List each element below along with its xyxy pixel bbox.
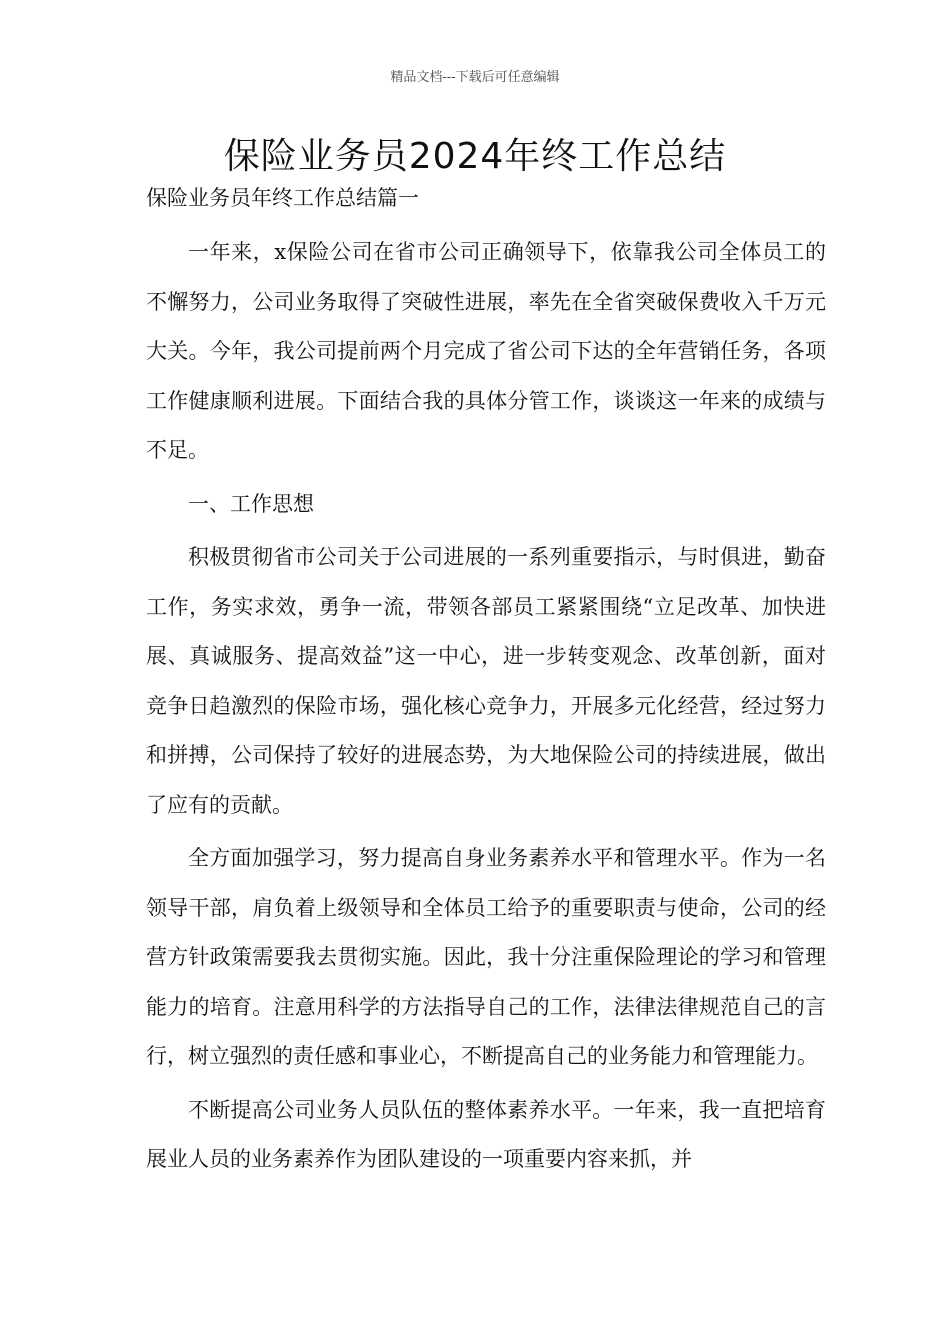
paragraph: 积极贯彻省市公司关于公司进展的一系列重要指示，与时俱进，勤奋工作，务实求效，勇争一流，带领各部员工紧紧围绕“立足改革、加快进展、真诚服务、提高效益”这一中心，进一步转变观念、改革创新，面对竞争日趋激烈的保险市场，强化核心竞争力，开展多元化经营，经过努力和拼搏，公司保持了较好的进展态势，为大地保险公司的持续进展，做出了应有的贡献。	[146, 545, 826, 817]
document-title: 保险业务员2024年终工作总结	[223, 136, 727, 177]
paragraph: 不断提高公司业务人员队伍的整体素养水平。一年来，我一直把培育展业人员的业务素养作为团队建设的一项重要内容来抓，并	[146, 1097, 826, 1171]
header-note: 精品文档---下载后可任意编辑	[390, 70, 560, 85]
document-body	[146, 228, 826, 1189]
paragraph: 一年来，x保险公司在省市公司正确领导下，依靠我公司全体员工的不懈努力，公司业务取得了突破性进展，率先在全省突破保费收入千万元大关。今年，我公司提前两个月完成了省公司下达的全年营销任务，各项工作健康顺利进展。下面结合我的具体分管工作，谈谈这一年来的成绩与不足。	[146, 240, 826, 462]
paragraph: 全方面加强学习，努力提高自身业务素养水平和管理水平。作为一名领导干部，肩负着上级领导和全体员工给予的重要职责与使命，公司的经营方针政策需要我去贯彻实施。因此，我十分注重保险理论的学习和管理能力的培育。注意用科学的方法指导自己的工作，法律法律规范自己的言行，树立强烈的责任感和事业心，不断提高自己的业务能力和管理能力。	[146, 846, 826, 1068]
document-subtitle: 保险业务员年终工作总结篇一	[146, 186, 419, 210]
section-heading: 一、工作思想	[188, 491, 314, 516]
